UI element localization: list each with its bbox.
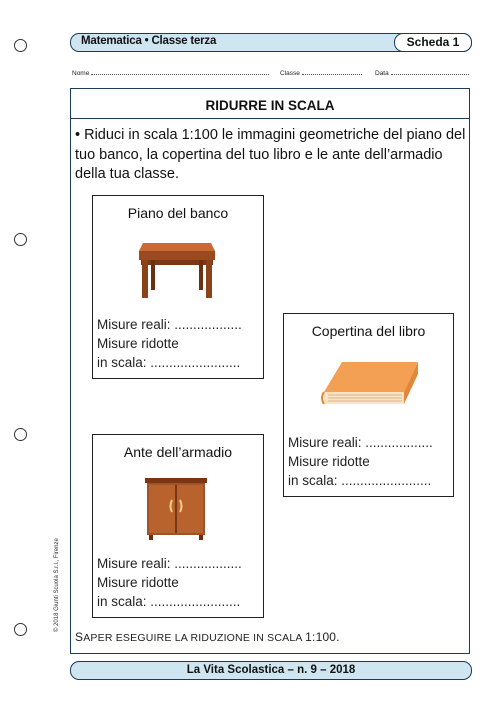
card-title: Ante dell’armadio bbox=[123, 444, 233, 460]
learning-objective: SAPER ESEGUIRE LA RIDUZIONE IN SCALA 1:100. bbox=[75, 630, 340, 644]
book-icon bbox=[320, 358, 420, 414]
card-wardrobe bbox=[92, 434, 264, 618]
desk-icon bbox=[137, 237, 217, 299]
measures-block bbox=[288, 433, 433, 490]
measure-scale[interactable]: in scala: ........................ bbox=[97, 355, 241, 370]
wardrobe-icon bbox=[143, 476, 209, 542]
binder-hole bbox=[14, 428, 27, 441]
header-bar bbox=[70, 33, 472, 52]
card-title: Copertina del libro bbox=[311, 323, 426, 339]
card-title: Piano del banco bbox=[127, 205, 229, 221]
worksheet-title: RIDURRE IN SCALA bbox=[205, 98, 335, 113]
class-label: Classe bbox=[280, 70, 300, 77]
footer-bar: La Vita Scolastica – n. 9 – 2018 bbox=[70, 661, 472, 680]
instruction-text: • Riduci in scala 1:100 le immagini geometriche del piano del tuo banco, la copertina del tuo libro e le ante dell’armadio della tua classe. bbox=[75, 127, 466, 182]
binder-hole bbox=[14, 233, 27, 246]
measures-block bbox=[97, 554, 242, 611]
measure-real[interactable]: Misure reali: .................. bbox=[97, 317, 242, 332]
binder-hole bbox=[14, 623, 27, 636]
scheda-label: Scheda 1 bbox=[394, 33, 472, 52]
measure-real[interactable]: Misure reali: .................. bbox=[97, 556, 242, 571]
date-label: Data bbox=[375, 70, 389, 77]
name-label: Nome bbox=[72, 70, 90, 77]
subject-title: Matematica • Classe terza bbox=[81, 35, 217, 47]
copyright-note: © 2018 Giunti Scuola S.r.l., Firenze bbox=[54, 538, 60, 632]
card-book bbox=[283, 313, 454, 497]
card-desk bbox=[92, 195, 264, 379]
measure-real[interactable]: Misure reali: .................. bbox=[288, 435, 433, 450]
binder-hole bbox=[14, 39, 27, 52]
title-divider bbox=[71, 118, 469, 119]
date-field[interactable] bbox=[375, 68, 469, 77]
measure-scale[interactable]: in scala: ........................ bbox=[288, 473, 432, 488]
measure-reduced-label: Misure ridotte bbox=[288, 454, 370, 469]
measure-reduced-label: Misure ridotte bbox=[97, 336, 179, 351]
worksheet-frame bbox=[70, 88, 470, 654]
name-field[interactable] bbox=[72, 68, 269, 77]
measures-block bbox=[97, 315, 242, 372]
class-field[interactable] bbox=[280, 68, 362, 77]
measure-scale[interactable]: in scala: ........................ bbox=[97, 594, 241, 609]
measure-reduced-label: Misure ridotte bbox=[97, 575, 179, 590]
